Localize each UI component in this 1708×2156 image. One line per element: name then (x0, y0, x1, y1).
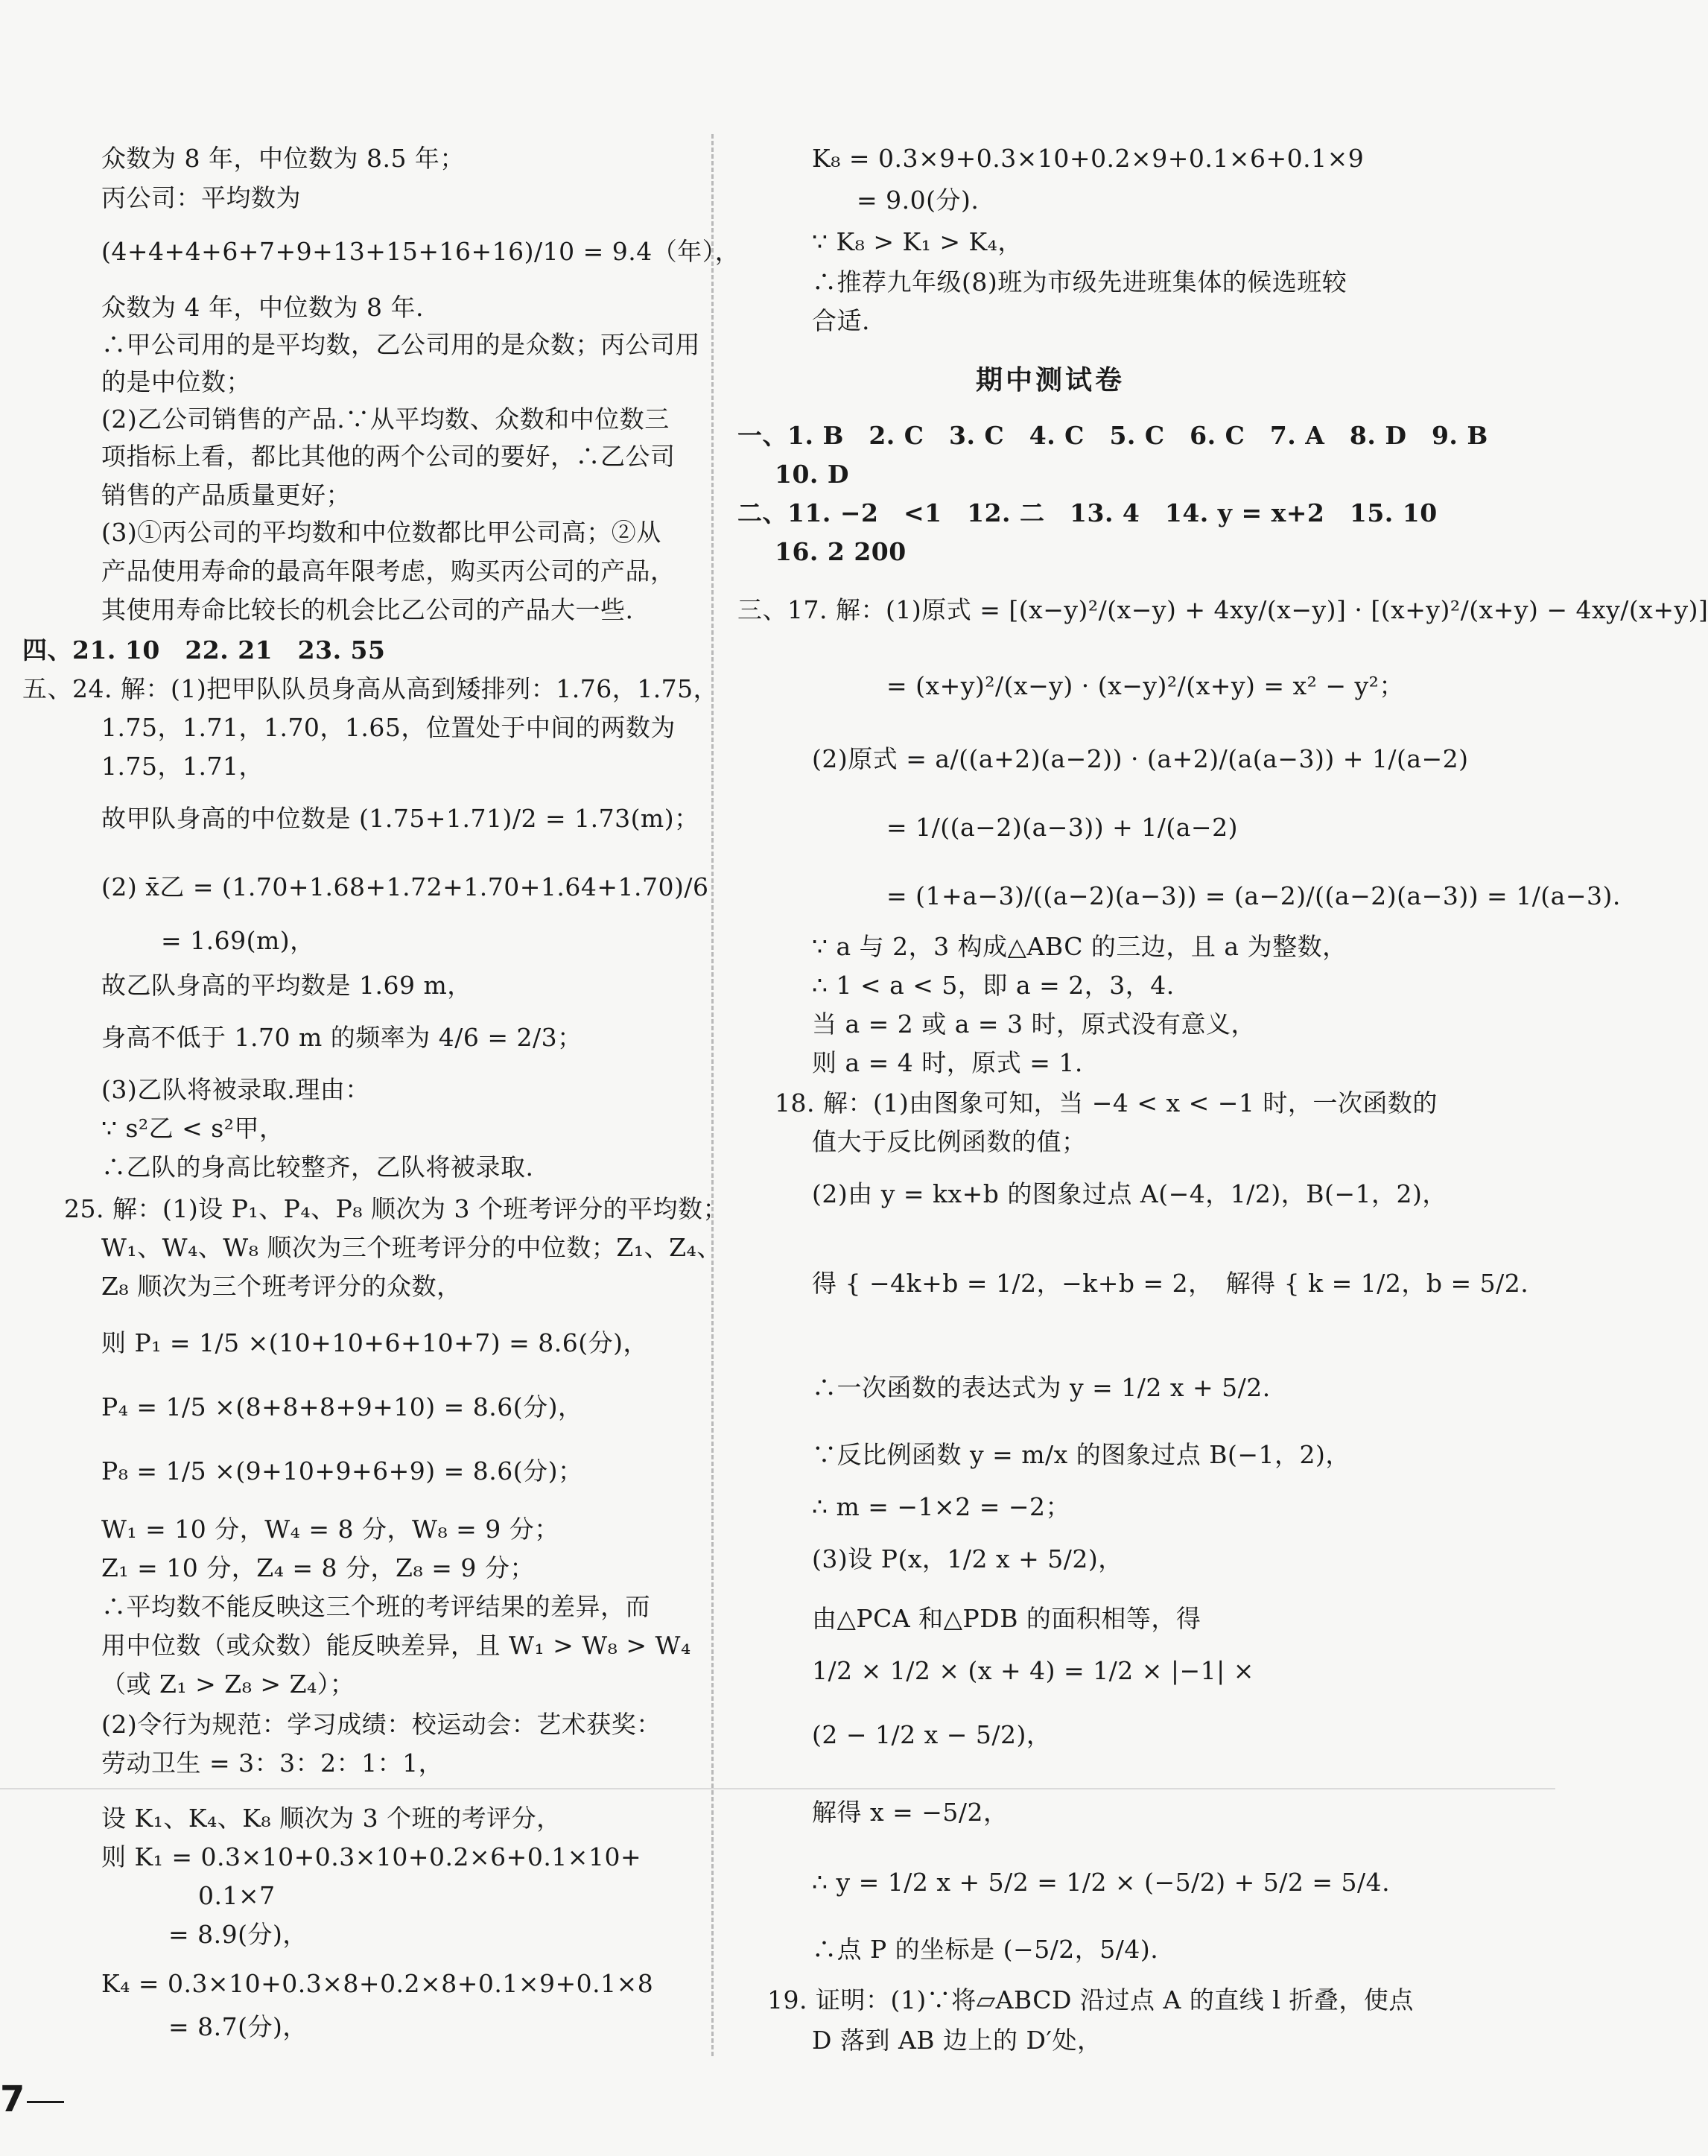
text-line: (2)令行为规范：学习成绩：校运动会：艺术获奖： (101, 1710, 661, 1739)
page-number: 7 (0, 2079, 25, 2120)
text-line: = 1/((a−2)(a−3)) + 1/(a−2) (886, 813, 1238, 842)
text-line: 劳动卫生 = 3：3：2：1：1， (101, 1748, 444, 1778)
scan-fold-line (0, 1788, 1555, 1789)
text-line: ∴推荐九年级(8)班为市级先进班集体的候选班较 (812, 267, 1347, 297)
text-line: 解得 x = −5/2， (812, 1798, 1009, 1827)
text-line: 众数为 8 年，中位数为 8.5 年； (101, 144, 465, 173)
text-line: 三、17. 解：(1)原式 = [(x−y)²/(x−y) + 4xy/(x−y)] · [(x+y)²/(x+y) − 4xy/(x+y)] (737, 595, 1708, 624)
answer-line-section1: 一、1. B 2. C 3. C 4. C 5. C 6. C 7. A 8. D 9. B (737, 421, 1488, 450)
text-line: (2) x̄乙 = (1.70+1.68+1.72+1.70+1.64+1.70)/6 (101, 872, 709, 901)
text-line: K₈ = 0.3×9+0.3×10+0.2×9+0.1×6+0.1×9 (812, 144, 1365, 173)
text-line: ∴点 P 的坐标是 (−5/2，5/4). (812, 1935, 1159, 1964)
text-line: 故甲队身高的中位数是 (1.75+1.71)/2 = 1.73(m)； (101, 804, 699, 833)
text-line: 得 { −4k+b = 1/2，−k+b = 2， 解得 { k = 1/2，b = 5/2. (812, 1269, 1529, 1298)
text-line: 故乙队身高的平均数是 1.69 m， (101, 971, 472, 1000)
text-line: 其使用寿命比较长的机会比乙公司的产品大一些. (101, 595, 634, 624)
text-line: 项指标上看，都比其他的两个公司的要好，∴乙公司 (101, 442, 676, 471)
text-line: 值大于反比例函数的值； (812, 1127, 1087, 1156)
text-line: (3)①丙公司的平均数和中位数都比甲公司高；②从 (101, 518, 661, 547)
text-line: ∴乙队的身高比较整齐，乙队将被录取. (101, 1152, 534, 1182)
text-line: ∵反比例函数 y = m/x 的图象过点 B(−1，2)， (812, 1440, 1350, 1469)
text-line: ∴一次函数的表达式为 y = 1/2 x + 5/2. (812, 1373, 1271, 1402)
page-number-bar (27, 2101, 64, 2103)
text-line: 19. 证明：(1)∵将▱ABCD 沿过点 A 的直线 l 折叠，使点 (767, 1985, 1414, 2014)
text-line: W₁ = 10 分，W₄ = 8 分，W₈ = 9 分； (101, 1515, 559, 1544)
text-line: = (x+y)²/(x−y) · (x−y)²/(x+y) = x² − y²； (886, 671, 1404, 700)
answer-line-section4: 四、21. 10 22. 21 23. 55 (22, 635, 386, 665)
text-line: 则 K₁ = 0.3×10+0.3×10+0.2×6+0.1×10+ (101, 1842, 642, 1871)
section-title: 期中测试卷 (976, 365, 1126, 396)
text-line: 则 a = 4 时，原式 = 1. (812, 1048, 1083, 1077)
text-line: 身高不低于 1.70 m 的频率为 4/6 = 2/3； (101, 1023, 582, 1052)
text-line: 18. 解：(1)由图象可知，当 −4 < x < −1 时，一次函数的 (775, 1088, 1438, 1117)
text-line: (3)设 P(x，1/2 x + 5/2)， (812, 1544, 1123, 1573)
text-line: 25. 解：(1)设 P₁、P₄、P₈ 顺次为 3 个班考评分的平均数； (64, 1194, 728, 1223)
text-line: = 9.0(分). (857, 186, 980, 215)
text-line: Z₁ = 10 分，Z₄ = 8 分，Z₈ = 9 分； (101, 1553, 535, 1582)
text-line: D 落到 AB 边上的 D′处， (812, 2026, 1102, 2055)
text-line: (2)原式 = a/((a+2)(a−2)) · (a+2)/(a(a−3)) + 1/(a−2) (812, 744, 1469, 773)
text-line: 1.75，1.71，1.70，1.65，位置处于中间的两数为 (101, 713, 676, 742)
text-line: = 8.9(分)， (168, 1920, 308, 1949)
text-line: ∴ y = 1/2 x + 5/2 = 1/2 × (−5/2) + 5/2 = 5/4. (812, 1868, 1391, 1897)
answer-line: 16. 2 200 (775, 537, 907, 566)
text-line: = (1+a−3)/((a−2)(a−3)) = (a−2)/((a−2)(a−3)) = 1/(a−3). (886, 881, 1621, 910)
answer-line-section2: 二、11. −2 <1 12. 二 13. 4 14. y = x+2 15. 10 (737, 498, 1438, 527)
text-line: (2 − 1/2 x − 5/2)， (812, 1720, 1052, 1749)
text-line: Z₈ 顺次为三个班考评分的众数， (101, 1272, 462, 1301)
text-line: ∴ 1 < a < 5，即 a = 2，3，4. (812, 971, 1175, 1000)
text-line: P₄ = 1/5 ×(8+8+8+9+10) = 8.6(分)， (101, 1392, 583, 1421)
text-line: P₈ = 1/5 ×(9+10+9+6+9) = 8.6(分)； (101, 1456, 583, 1486)
text-line: 0.1×7 (198, 1881, 276, 1910)
text-line: 的是中位数； (101, 367, 251, 396)
text-line: 则 P₁ = 1/5 ×(10+10+6+10+7) = 8.6(分)， (101, 1328, 648, 1357)
text-line: (3)乙队将被录取.理由： (101, 1075, 370, 1104)
text-line: 丙公司：平均数为 (101, 183, 301, 212)
column-divider (711, 134, 714, 2056)
text-line: 由△PCA 和△PDB 的面积相等，得 (812, 1604, 1201, 1633)
text-line: ∵ K₈ > K₁ > K₄， (812, 227, 1023, 256)
text-line: = 8.7(分)， (168, 2012, 308, 2041)
text-line: 众数为 4 年，中位数为 8 年. (101, 293, 424, 322)
text-line: 1.75，1.71， (101, 752, 264, 781)
text-line: ∴ m = −1×2 = −2； (812, 1492, 1070, 1521)
text-line: 产品使用寿命的最高年限考虑，购买丙公司的产品， (101, 557, 676, 586)
text-line: 销售的产品质量更好； (101, 481, 351, 510)
text-line: (2)由 y = kx+b 的图象过点 A(−4，1/2)，B(−1，2)， (812, 1179, 1447, 1208)
text-line: ∵ s²乙 < s²甲， (101, 1114, 285, 1143)
text-line: (4+4+4+6+7+9+13+15+16+16)/10 = 9.4（年）， (101, 237, 740, 266)
text-line: 当 a = 2 或 a = 3 时，原式没有意义， (812, 1009, 1257, 1039)
text-line: W₁、W₄、W₈ 顺次为三个班考评分的中位数；Z₁、Z₄、 (101, 1233, 722, 1262)
answer-line: 10. D (775, 460, 850, 489)
text-line: = 1.69(m)， (161, 926, 315, 955)
text-line: 五、24. 解：(1)把甲队队员身高从高到矮排列：1.76，1.75， (22, 674, 719, 703)
text-line: K₄ = 0.3×10+0.3×8+0.2×8+0.1×9+0.1×8 (101, 1969, 654, 1998)
text-line: 设 K₁、K₄、K₈ 顺次为 3 个班的考评分， (101, 1804, 562, 1833)
text-line: (2)乙公司销售的产品.∵从平均数、众数和中位数三 (101, 405, 670, 434)
text-line: ∴平均数不能反映这三个班的考评结果的差异，而 (101, 1592, 650, 1621)
text-line: 1/2 × 1/2 × (x + 4) = 1/2 × |−1| × (812, 1656, 1254, 1685)
text-line: （或 Z₁ > Z₈ > Z₄）； (101, 1670, 355, 1699)
text-line: ∴甲公司用的是平均数，乙公司用的是众数；丙公司用 (101, 330, 700, 359)
text-line: 合适. (812, 306, 870, 335)
text-line: ∵ a 与 2，3 构成△ABC 的三边，且 a 为整数， (812, 932, 1347, 961)
text-line: 用中位数（或众数）能反映差异，且 W₁ > W₈ > W₄ (101, 1631, 691, 1660)
